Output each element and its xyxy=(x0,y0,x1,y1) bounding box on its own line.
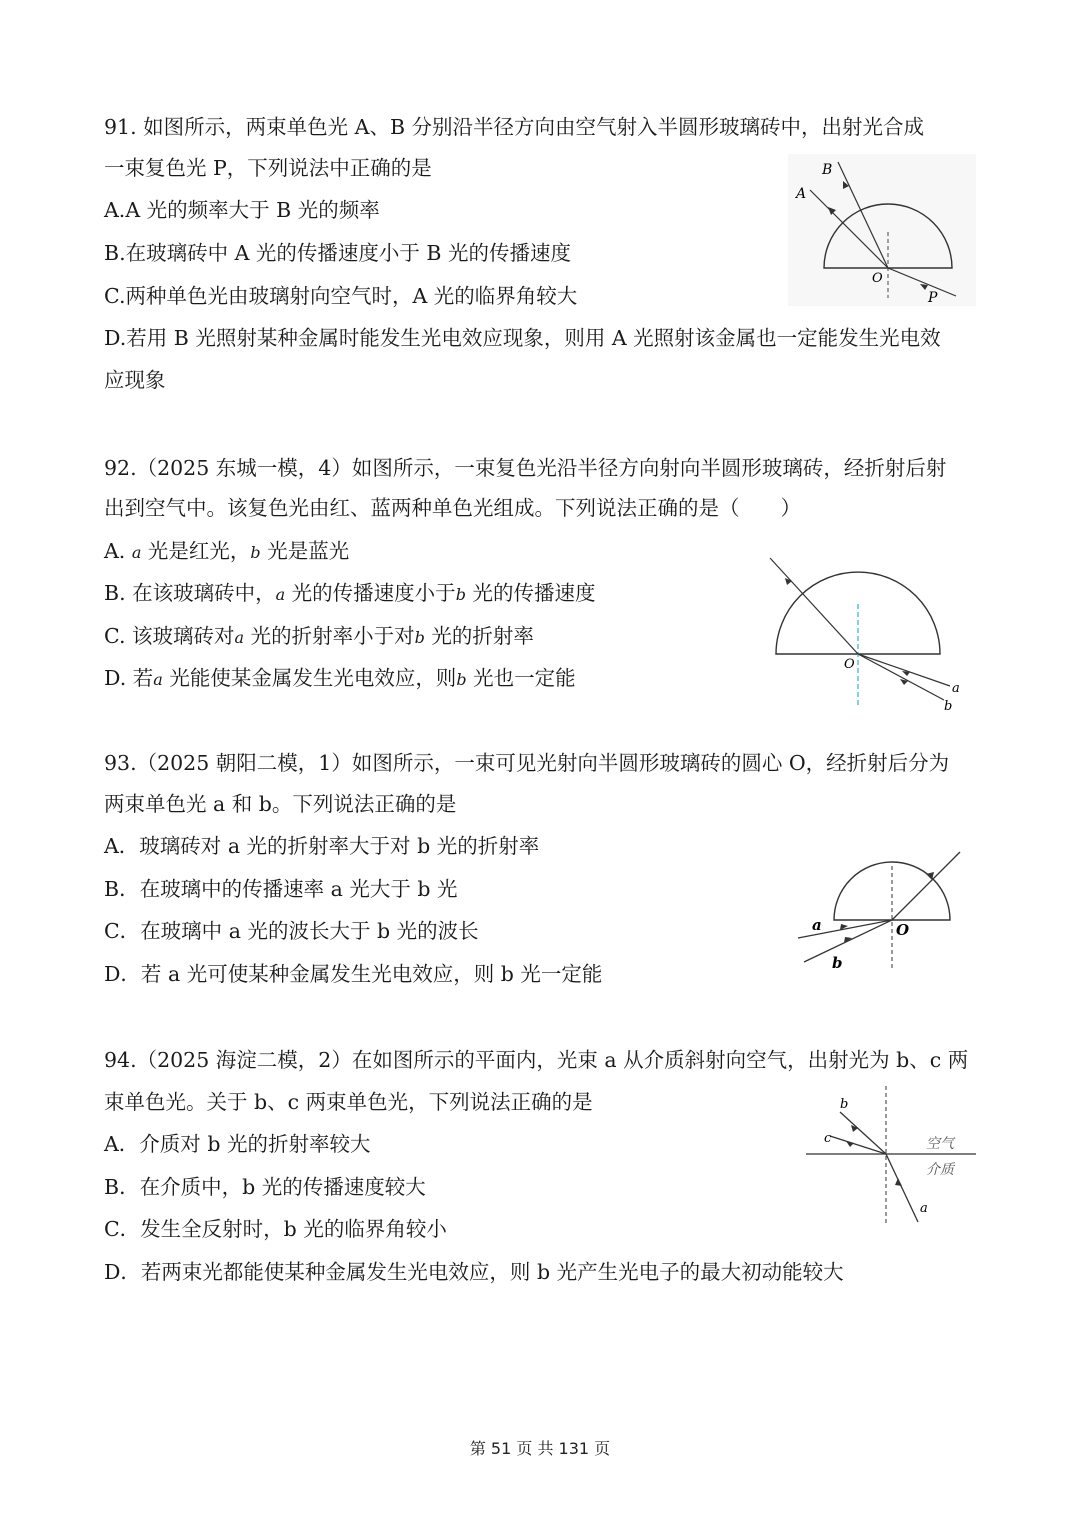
q92-option-b-part1: B. 在该玻璃砖中， xyxy=(104,581,276,605)
q91-option-d-line2: 应现象 xyxy=(104,368,166,392)
q92-option-b xyxy=(104,579,595,609)
q92-option-d-part2: 光能使某金属发生光电效应，则 xyxy=(162,666,457,690)
q91-label-p: P xyxy=(928,290,938,306)
q91-option-b: B.在玻璃砖中 A 光的传播速度小于 B 光的传播速度 xyxy=(104,241,572,265)
q91-label-a: A xyxy=(796,186,807,202)
q91-stem-line2: 一束复色光 P，下列说法中正确的是 xyxy=(104,156,432,180)
q92-option-a xyxy=(104,537,349,567)
q92-option-c-part1: C. 该玻璃砖对 xyxy=(104,624,235,648)
q92-stem-line2: 出到空气中。该复色光由红、蓝两种单色光组成。下列说法正确的是（ ） xyxy=(104,496,801,520)
q91-label-o: O xyxy=(872,271,883,286)
q94-ray-c xyxy=(830,1136,886,1154)
q94-option-a: A．介质对 b 光的折射率较大 xyxy=(104,1132,371,1156)
q92-option-a-part2: 光是红光， xyxy=(141,539,251,563)
q91-stem-line1: 91. 如图所示，两束单色光 A、B 分别沿半径方向由空气射入半圆形玻璃砖中，出射光合成 xyxy=(104,115,925,139)
q93-label-a: a xyxy=(812,916,822,934)
q92-option-b-var2: b xyxy=(455,585,466,604)
q92-option-b-var1: a xyxy=(275,585,286,604)
q94-figure xyxy=(800,1080,980,1228)
q94-option-d: D．若两束光都能使某种金属发生光电效应，则 b 光产生光电子的最大初动能较大 xyxy=(104,1260,844,1284)
q93-stem-line1: 93.（2025 朝阳二模，1）如图所示，一束可见光射向半圆形玻璃砖的圆心 O，经折射后分为 xyxy=(104,751,950,775)
q92-label-b: b xyxy=(944,699,953,714)
q91-label-b: B xyxy=(822,162,833,178)
q93-figure xyxy=(790,840,970,975)
page-footer: 第 51 页 共 131 页 xyxy=(469,1439,611,1458)
q92-option-a-part1: A. xyxy=(104,539,132,563)
q94-ray-b xyxy=(840,1112,886,1154)
q92-label-o: O xyxy=(844,657,855,672)
q92-option-c-part3: 光的折射率 xyxy=(424,624,534,648)
q92-option-a-var2: b xyxy=(250,543,261,562)
q94-label-a: a xyxy=(920,1201,928,1216)
q94-stem-line2: 束单色光。关于 b、c 两束单色光，下列说法正确的是 xyxy=(104,1090,593,1114)
q93-option-b: B．在玻璃中的传播速率 a 光大于 b 光 xyxy=(104,877,458,901)
q92-option-a-var1: a xyxy=(131,543,142,562)
q91-option-d-line1: D.若用 B 光照射某种金属时能发生光电效应现象，则用 A 光照射该金属也一定能发生光电效 xyxy=(104,326,941,350)
q92-option-d-var1: a xyxy=(153,670,163,689)
q92-ray-b xyxy=(858,654,944,700)
q91-figure xyxy=(780,150,980,310)
q94-label-air: 空气 xyxy=(926,1136,954,1152)
q92-option-d-var2: b xyxy=(456,670,467,689)
q94-label-c: c xyxy=(824,1131,832,1146)
q92-option-d-part3: 光也一定能 xyxy=(466,666,576,690)
q91-option-a: A.A 光的频率大于 B 光的频率 xyxy=(104,198,380,222)
q92-option-d xyxy=(104,664,576,694)
q92-option-b-part2: 光的传播速度小于 xyxy=(285,581,456,605)
q92-option-c-var1: a xyxy=(234,628,245,647)
q92-option-d-part1: D. 若 xyxy=(104,666,154,690)
q94-option-b: B．在介质中，b 光的传播速度较大 xyxy=(104,1175,426,1199)
q93-option-c: C．在玻璃中 a 光的波长大于 b 光的波长 xyxy=(104,919,479,943)
q93-option-d: D．若 a 光可使某种金属发生光电效应，则 b 光一定能 xyxy=(104,962,603,986)
q94-label-medium: 介质 xyxy=(926,1162,954,1178)
q92-option-c xyxy=(104,622,534,652)
q91-option-c: C.两种单色光由玻璃射向空气时，A 光的临界角较大 xyxy=(104,284,578,308)
q94-option-c: C．发生全反射时，b 光的临界角较小 xyxy=(104,1217,447,1241)
q92-option-c-part2: 光的折射率小于对 xyxy=(244,624,415,648)
q94-label-b: b xyxy=(840,1097,849,1112)
q92-option-b-part3: 光的传播速度 xyxy=(465,581,596,605)
q92-option-a-part3: 光是蓝光 xyxy=(260,539,350,563)
q93-label-b: b xyxy=(832,954,843,972)
q94-ray-a xyxy=(886,1154,918,1222)
q94-stem-line1: 94.（2025 海淀二模，2）在如图所示的平面内，光束 a 从介质斜射向空气，出射光为 b、c 两 xyxy=(104,1048,969,1072)
q93-option-a: A．玻璃砖对 a 光的折射率大于对 b 光的折射率 xyxy=(104,834,540,858)
q94-arrow-a xyxy=(895,1178,902,1186)
q92-option-c-var2: b xyxy=(414,628,425,647)
q93-stem-line2: 两束单色光 a 和 b。下列说法正确的是 xyxy=(104,792,457,816)
q92-figure xyxy=(760,550,970,715)
q92-stem-line1: 92.（2025 东城一模，4）如图所示，一束复色光沿半径方向射向半圆形玻璃砖，经折射后射 xyxy=(104,456,947,480)
q92-label-a: a xyxy=(952,681,960,696)
q93-label-o: O xyxy=(896,921,910,939)
